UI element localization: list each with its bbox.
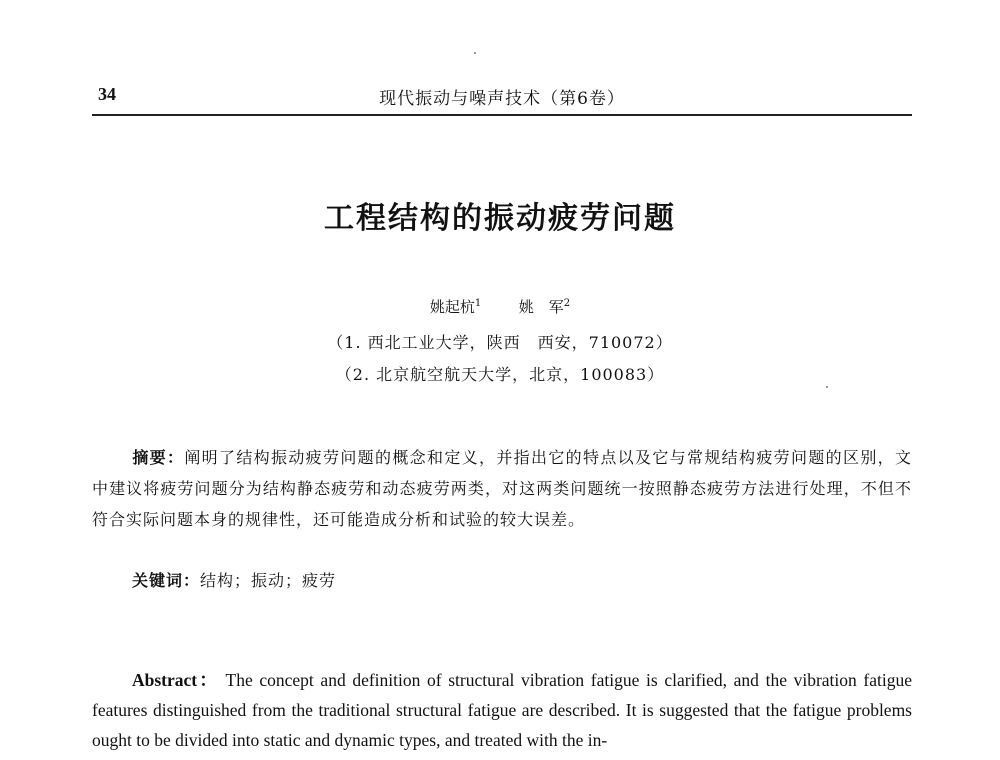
abstract-en-text: The concept and definition of structural vibration fatigue is clarified, and the vibration fatigue features distinguished from the traditional structural fatigue are described. It is suggested that the fatigue problems ought to be divided into static and dynamic types, and treated with the in- <box>92 670 913 750</box>
abstract-text: 阐明了结构振动疲劳问题的概念和定义，并指出它的特点以及它与常规结构疲劳问题的区别，文中建议将疲劳问题分为结构静态疲劳和动态疲劳两类，对这两类问题统一按照静态疲劳方法进行处理，不但不符合实际问题本身的规律性，还可能造成分析和试验的较大误差。 <box>92 448 912 529</box>
paper-title: 工程结构的振动疲劳问题 <box>324 201 676 236</box>
english-abstract <box>92 665 912 755</box>
author-affiliation-mark: 1 <box>474 298 482 309</box>
header-rule <box>92 114 912 116</box>
abstract-en-label: Abstract： <box>132 670 220 690</box>
keywords-text: 结构；振动；疲劳 <box>200 571 337 590</box>
page-number: 34 <box>98 84 116 104</box>
author-affiliation-mark: 2 <box>563 298 571 309</box>
author-name: 姚起杭 <box>429 298 475 316</box>
scan-speck <box>826 386 828 388</box>
affiliation-1: （1. 西北工业大学，陕西 西安，710072） <box>327 333 673 352</box>
keywords-label: 关键词： <box>132 571 201 590</box>
abstract-label: 摘要： <box>132 448 185 467</box>
author-line <box>0 296 1000 317</box>
chinese-abstract <box>92 442 912 535</box>
journal-title: 现代振动与噪声技术（第6卷） <box>379 89 625 109</box>
affiliation-2: （2. 北京航空航天大学，北京，100083） <box>335 365 665 384</box>
running-header <box>92 84 912 114</box>
keywords <box>132 568 336 591</box>
scan-speck <box>474 52 476 54</box>
author-name: 姚 军 <box>518 298 564 316</box>
